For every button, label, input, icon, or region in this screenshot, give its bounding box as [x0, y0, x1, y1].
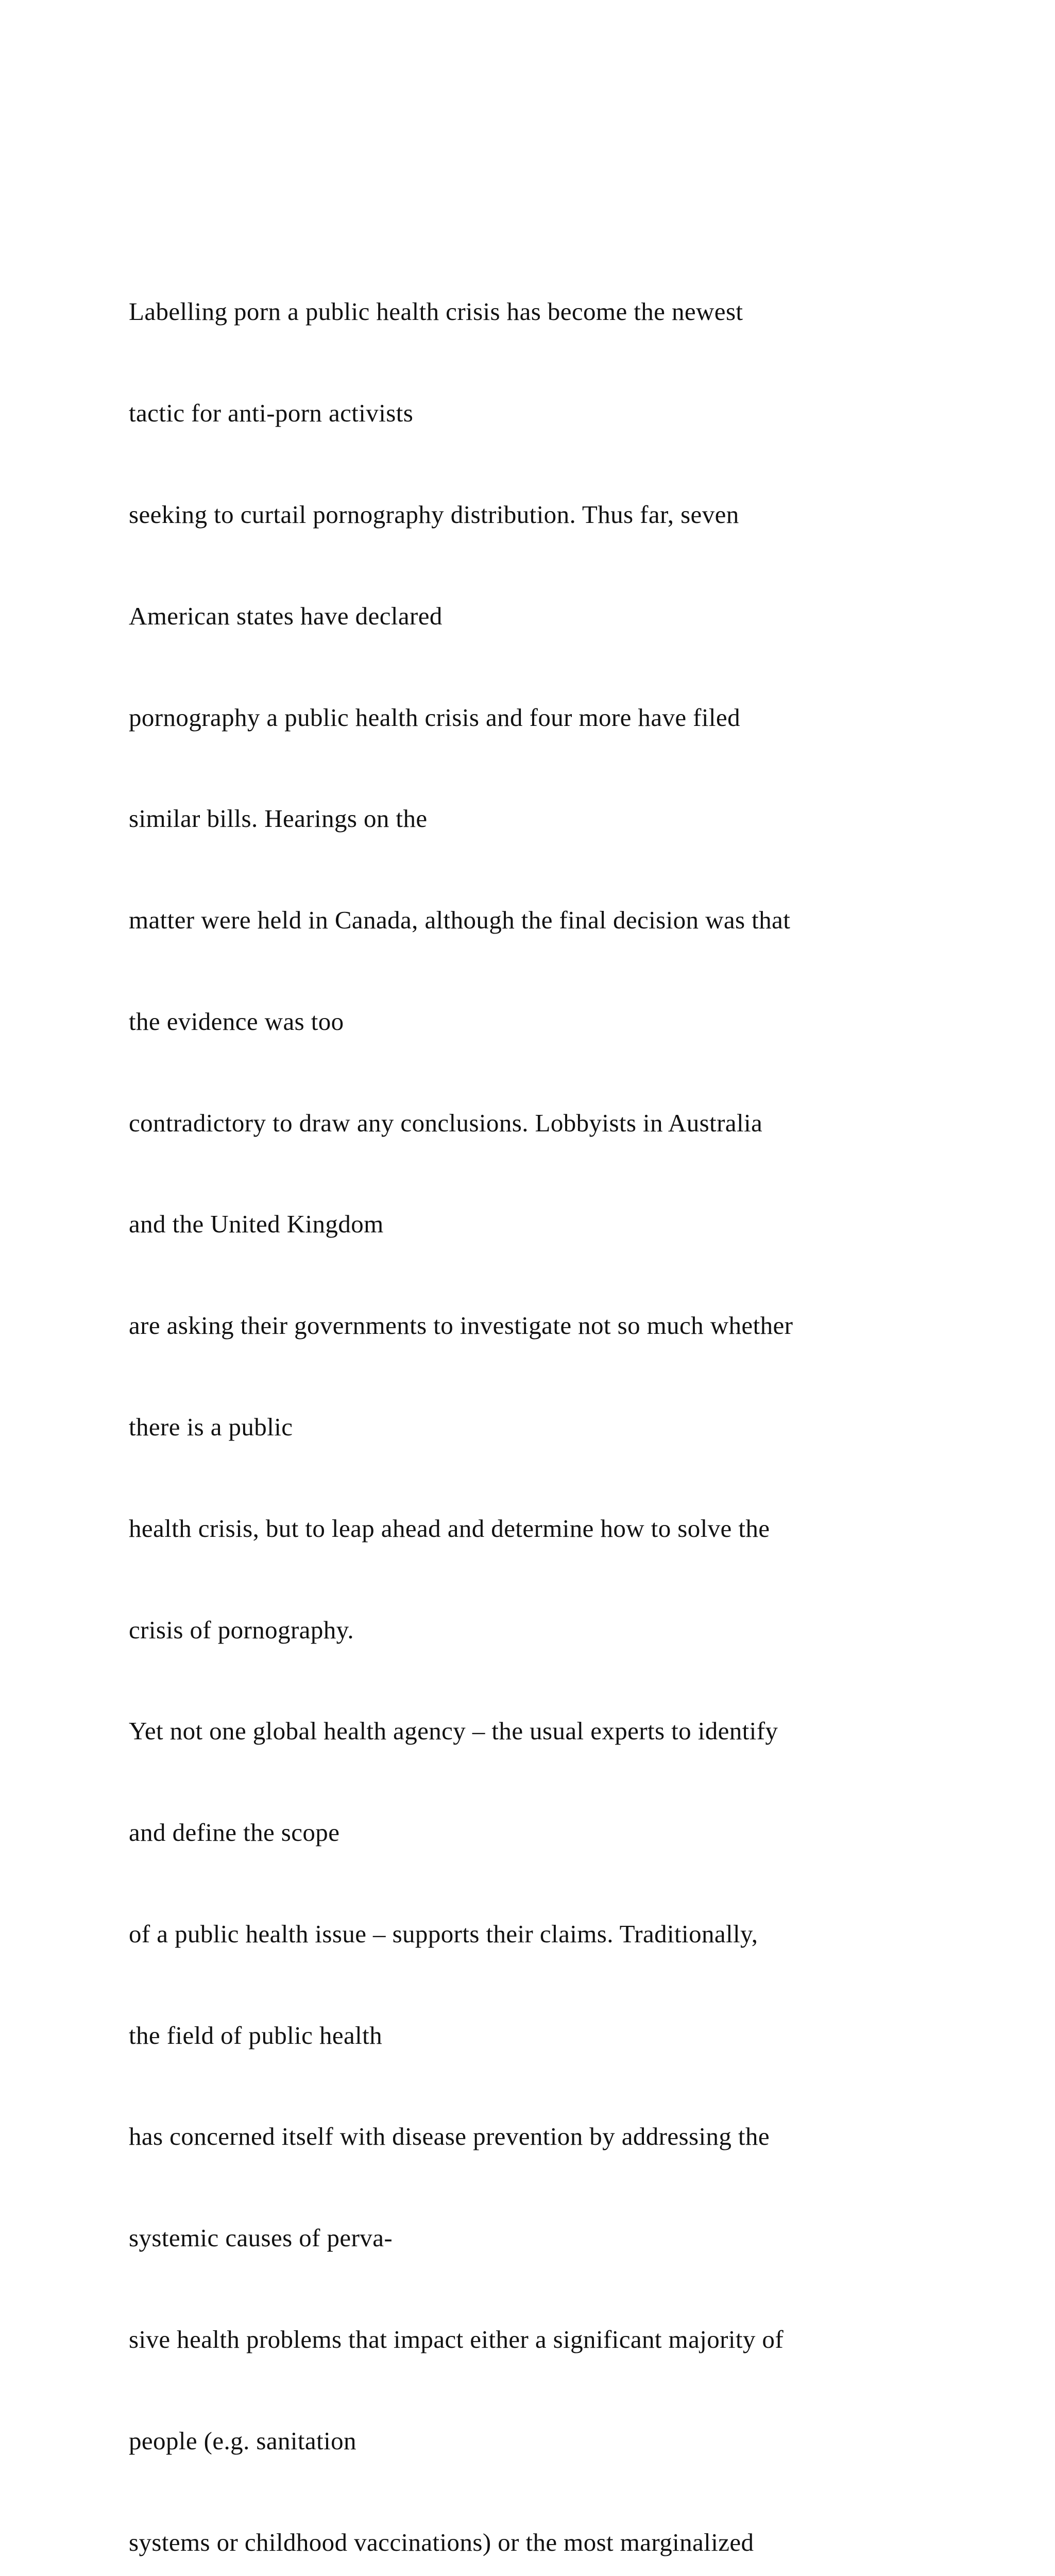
text-line: crisis of pornography. [129, 1615, 354, 1644]
text-line: sive health problems that impact either a significant majority of [129, 2325, 784, 2353]
text-line: the field of public health [129, 2021, 383, 2049]
text-line: seeking to curtail pornography distribution. Thus far, seven [129, 500, 739, 529]
text-line: contradictory to draw any conclusions. Lobbyists in Australia [129, 1108, 763, 1137]
text-line: Labelling porn a public health crisis has become the newest [129, 297, 743, 326]
text-line: pornography a public health crisis and four more have filed [129, 703, 740, 732]
text-line: similar bills. Hearings on the [129, 804, 428, 833]
text-line: systemic causes of perva- [129, 2224, 393, 2252]
text-line: people (e.g. sanitation [129, 2426, 356, 2455]
text-line: tactic for anti-porn activists [129, 399, 414, 428]
text-line: the evidence was too [129, 1007, 344, 1036]
text-line: systems or childhood vaccinations) or the most marginalized [129, 2528, 754, 2556]
paragraph-1 [129, 227, 974, 2576]
text-line: matter were held in Canada, although the final decision was that [129, 906, 791, 935]
document-body [129, 160, 974, 2576]
text-line: Yet not one global health agency – the usual experts to identify [129, 1717, 778, 1745]
text-line: health crisis, but to leap ahead and determine how to solve the [129, 1514, 770, 1543]
text-line: and the United Kingdom [129, 1210, 384, 1239]
text-line: and define the scope [129, 1818, 340, 1847]
text-line: has concerned itself with disease prevention by addressing the [129, 2122, 770, 2151]
text-line: are asking their governments to investigate not so much whether [129, 1311, 793, 1340]
text-line: American states have declared [129, 601, 443, 630]
text-line: of a public health issue – supports their claims. Traditionally, [129, 1919, 758, 1948]
text-line: there is a public [129, 1412, 293, 1441]
